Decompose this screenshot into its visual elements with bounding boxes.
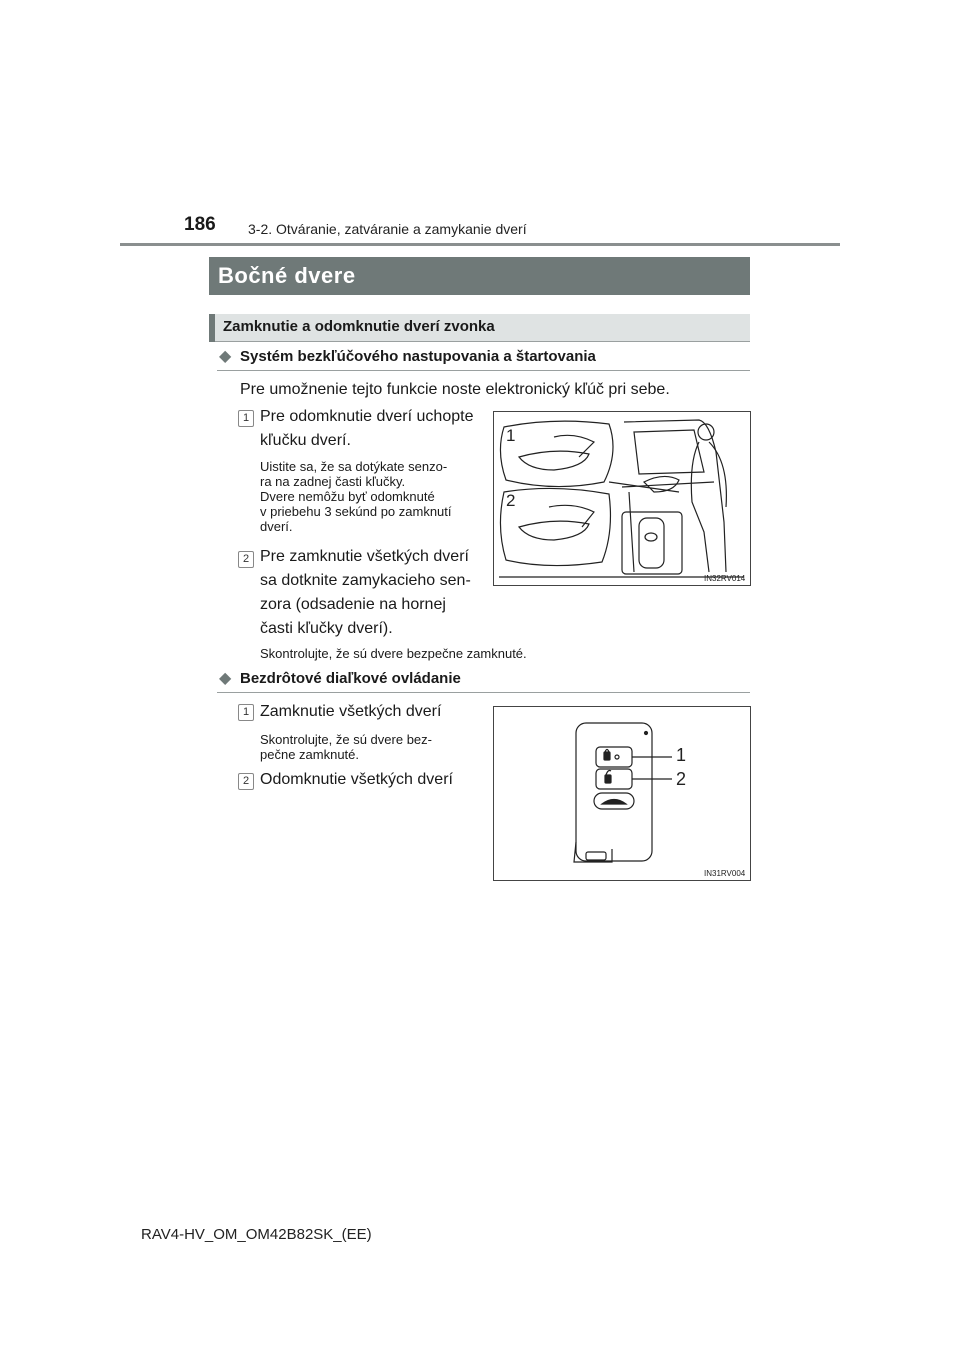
smart-entry-step-1	[260, 405, 488, 453]
subsection-title: Zamknutie a odomknutie dverí zvonka	[223, 318, 495, 335]
note-line: dverí.	[260, 519, 293, 534]
note-line: Uistite sa, že sa dotýkate senzo-	[260, 459, 448, 474]
text-line: Pre odomknutie dverí uchopte	[260, 408, 474, 425]
step-number-badge: 1	[238, 704, 254, 721]
figure-code: IN32RV014	[704, 574, 746, 583]
key-fob-outline	[639, 518, 664, 568]
smart-entry-step-2	[260, 545, 488, 641]
door-handle-figure	[493, 411, 751, 586]
note-line: Skontrolujte, že sú dvere bez-	[260, 732, 432, 747]
diamond-bullet-icon: ◆	[219, 670, 232, 687]
smart-entry-rule	[217, 370, 750, 371]
remote-title: Bezdrôtové diaľkové ovládanie	[240, 670, 461, 687]
text-line: Pre zamknutie všetkých dverí	[260, 548, 469, 565]
callout-number: 1	[676, 745, 687, 765]
person-outline	[691, 442, 709, 572]
step-number-badge: 2	[238, 773, 254, 790]
note-line: ra na zadnej časti kľučky.	[260, 474, 406, 489]
document-code: RAV4-HV_OM_OM42B82SK_(EE)	[141, 1226, 372, 1243]
unlock-button-outline	[596, 769, 632, 789]
lock-button-outline	[596, 747, 632, 767]
key-fob-figure	[493, 706, 751, 881]
remote-step-1-note	[260, 732, 478, 762]
figure-code: IN31RV004	[704, 869, 746, 878]
subsection-accent	[209, 314, 215, 342]
text-line: zora (odsadenie na hornej	[260, 596, 446, 613]
remote-step-2: Odomknutie všetkých dverí	[260, 771, 453, 788]
remote-rule	[217, 692, 750, 693]
text-line: kľučku dverí.	[260, 432, 351, 449]
note-line: pečne zamknuté.	[260, 747, 360, 762]
smart-entry-intro: Pre umožnenie tejto funkcie noste elektronický kľúč pri sebe.	[240, 381, 670, 398]
page-number: 186	[184, 214, 216, 235]
note-line: Dvere nemôžu byť odomknuté	[260, 489, 435, 504]
key-fob-illustration	[494, 707, 750, 880]
smart-entry-closing-note: Skontrolujte, že sú dvere bezpečne zamknuté.	[260, 646, 527, 661]
chapter-title: 3-2. Otváranie, zatváranie a zamykanie dverí	[248, 221, 527, 237]
section-title: Bočné dvere	[218, 263, 356, 288]
smart-entry-step-1-note	[260, 459, 488, 534]
diamond-bullet-icon: ◆	[219, 348, 232, 365]
header-rule	[120, 243, 840, 246]
step-number-badge: 2	[238, 551, 254, 568]
text-line: časti kľučky dverí).	[260, 620, 393, 637]
fob-body-outline	[576, 723, 652, 861]
note-line: v priebehu 3 sekúnd po zamknutí	[260, 504, 452, 519]
step-number-badge: 1	[238, 410, 254, 427]
remote-step-1: Zamknutie všetkých dverí	[260, 703, 442, 720]
smart-entry-title: Systém bezkľúčového nastupovania a štartovania	[240, 348, 596, 365]
car-window-outline	[634, 430, 704, 474]
door-handle-illustration	[494, 412, 750, 585]
callout-number: 2	[506, 491, 516, 510]
text-line: sa dotknite zamykacieho sen-	[260, 572, 471, 589]
callout-number: 2	[676, 769, 687, 789]
callout-number: 1	[506, 426, 516, 445]
